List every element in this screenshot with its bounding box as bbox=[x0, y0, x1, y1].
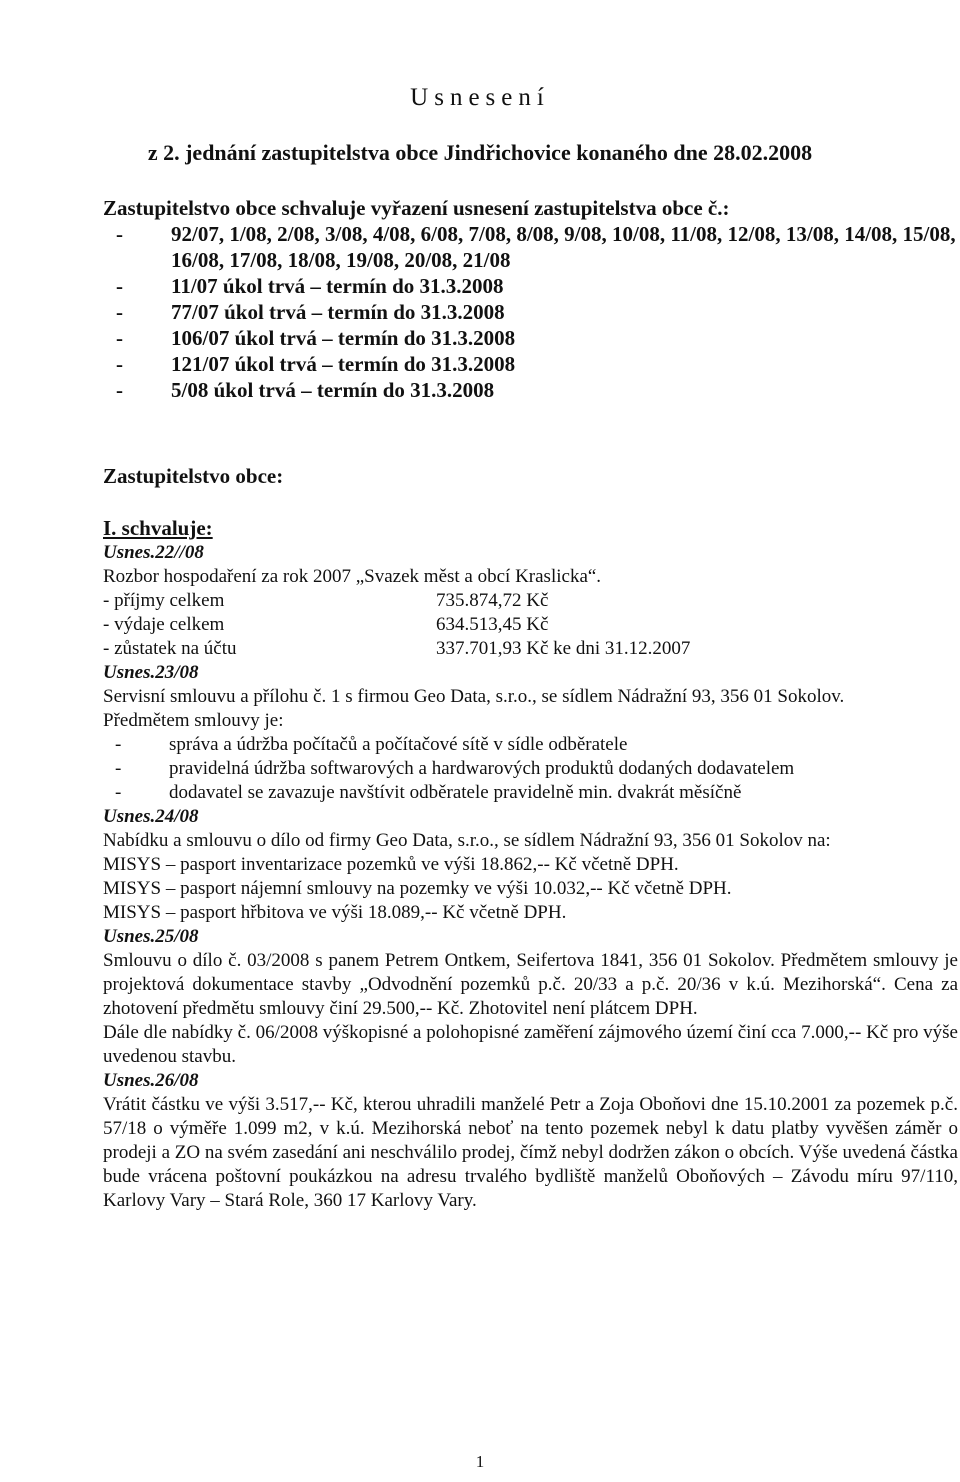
table-row bbox=[103, 637, 690, 661]
section-heading: Zastupitelstvo obce: bbox=[103, 464, 284, 488]
usnes-23-list bbox=[103, 733, 958, 805]
finance-label: - zůstatek na účtu bbox=[103, 638, 237, 659]
usnes-24-label: Usnes.24/08 bbox=[103, 806, 199, 827]
finance-label: - příjmy celkem bbox=[103, 590, 225, 611]
list-item: - 106/07 úkol trvá – termín do 31.3.2008 bbox=[103, 325, 958, 351]
usnes-26-label: Usnes.26/08 bbox=[103, 1070, 199, 1091]
document-title: Usnesení bbox=[410, 84, 550, 111]
usnes-23-text: Servisní smlouvu a přílohu č. 1 s firmou Geo Data, s.r.o., se sídlem Nádražní 93, 356 01 Sokolov. bbox=[103, 686, 845, 707]
finance-value: 634.513,45 Kč bbox=[436, 614, 549, 635]
resolutions bbox=[103, 515, 958, 1213]
page-number: 1 bbox=[475, 1452, 485, 1471]
table-row bbox=[103, 613, 690, 637]
usnes-25-text: Smlouvu o dílo č. 03/2008 s panem Petrem Ontkem, Seifertova 1841, 356 01 Sokolov. Předmětem smlouvy je projektová dokumentace stavby „Odvodnění pozemků p.č. 20/33 a p.č. 20/36 v k.ú. Mezihorská“. Cena za zhotovení předmětu smlouvy činí 29.500,-- Kč. Zhotovitel není plátcem DPH. bbox=[103, 950, 958, 1019]
list-item: - dodavatel se zavazuje navštívit odběratele pravidelně min. dvakrát měsíčně bbox=[103, 781, 958, 805]
finance-label: - výdaje celkem bbox=[103, 614, 225, 635]
approves-heading: I. schvaluje: bbox=[103, 516, 213, 540]
usnes-24-line: MISYS – pasport inventarizace pozemků ve výši 18.862,-- Kč včetně DPH. bbox=[103, 854, 679, 875]
usnes-22-label: Usnes.22//08 bbox=[103, 542, 204, 563]
table-row bbox=[103, 589, 690, 613]
usnes-25-label: Usnes.25/08 bbox=[103, 926, 199, 947]
list-item: - 11/07 úkol trvá – termín do 31.3.2008 bbox=[103, 273, 958, 299]
finance-value: 337.701,93 Kč ke dni 31.12.2007 bbox=[436, 638, 691, 659]
usnes-24-text: Nabídku a smlouvu o dílo od firmy Geo Data, s.r.o., se sídlem Nádražní 93, 356 01 Sokolov na: bbox=[103, 830, 831, 851]
document-subtitle: z 2. jednání zastupitelstva obce Jindřichovice konaného dne 28.02.2008 bbox=[147, 140, 813, 165]
intro-list bbox=[103, 221, 958, 403]
list-item: - 92/07, 1/08, 2/08, 3/08, 4/08, 6/08, 7/08, 8/08, 9/08, 10/08, 11/08, 12/08, 13/08, 14/08, 15/08, 16/08, 17/08, 18/08, 19/08, 20/08, 21/08 bbox=[103, 221, 958, 273]
usnes-25-text-2: Dále dle nabídky č. 06/2008 výškopisné a polohopisné zaměření zájmového území činí cca 7.000,-- Kč pro výše uvedenou stavbu. bbox=[103, 1022, 958, 1067]
list-item: - pravidelná údržba softwarových a hardwarových produktů dodaných dodavatelem bbox=[103, 757, 958, 781]
finance-table bbox=[103, 589, 690, 661]
usnes-23-subject: Předmětem smlouvy je: bbox=[103, 710, 284, 731]
usnes-23-label: Usnes.23/08 bbox=[103, 662, 199, 683]
list-item: - správa a údržba počítačů a počítačové sítě v sídle odběratele bbox=[103, 733, 958, 757]
usnes-22-text: Rozbor hospodaření za rok 2007 „Svazek měst a obcí Kraslicka“. bbox=[103, 566, 602, 587]
list-item: - 121/07 úkol trvá – termín do 31.3.2008 bbox=[103, 351, 958, 377]
intro-section bbox=[103, 195, 958, 403]
section-heading-block bbox=[103, 463, 958, 489]
finance-value: 735.874,72 Kč bbox=[436, 590, 549, 611]
usnes-26-text: Vrátit částku ve výši 3.517,-- Kč, kterou uhradili manželé Petr a Zoja Oboňovi dne 15.10.2001 za pozemek p.č. 57/18 o výměře 1.099 m2, v k.ú. Mezihorská neboť na tento pozemek nebyl k datu platby vyvěšen záměr o prodeji a ZO na svém zasedání ani neschválilo prodej, čímž nebyl dodržen zákon o obcích. Výše uvedená částka bude vrácena poštovní poukázkou na adresu trvalého bydliště manželů Oboňových – Závodu míru 97/110, Karlovy Vary – Stará Role, 360 17 Karlovy Vary. bbox=[103, 1094, 958, 1211]
usnes-24-line: MISYS – pasport nájemní smlouvy na pozemky ve výši 10.032,-- Kč včetně DPH. bbox=[103, 878, 732, 899]
list-item: - 77/07 úkol trvá – termín do 31.3.2008 bbox=[103, 299, 958, 325]
intro-line: Zastupitelstvo obce schvaluje vyřazení usnesení zastupitelstva obce č.: bbox=[103, 196, 730, 220]
usnes-24-line: MISYS – pasport hřbitova ve výši 18.089,-- Kč včetně DPH. bbox=[103, 902, 567, 923]
list-item: - 5/08 úkol trvá – termín do 31.3.2008 bbox=[103, 377, 958, 403]
